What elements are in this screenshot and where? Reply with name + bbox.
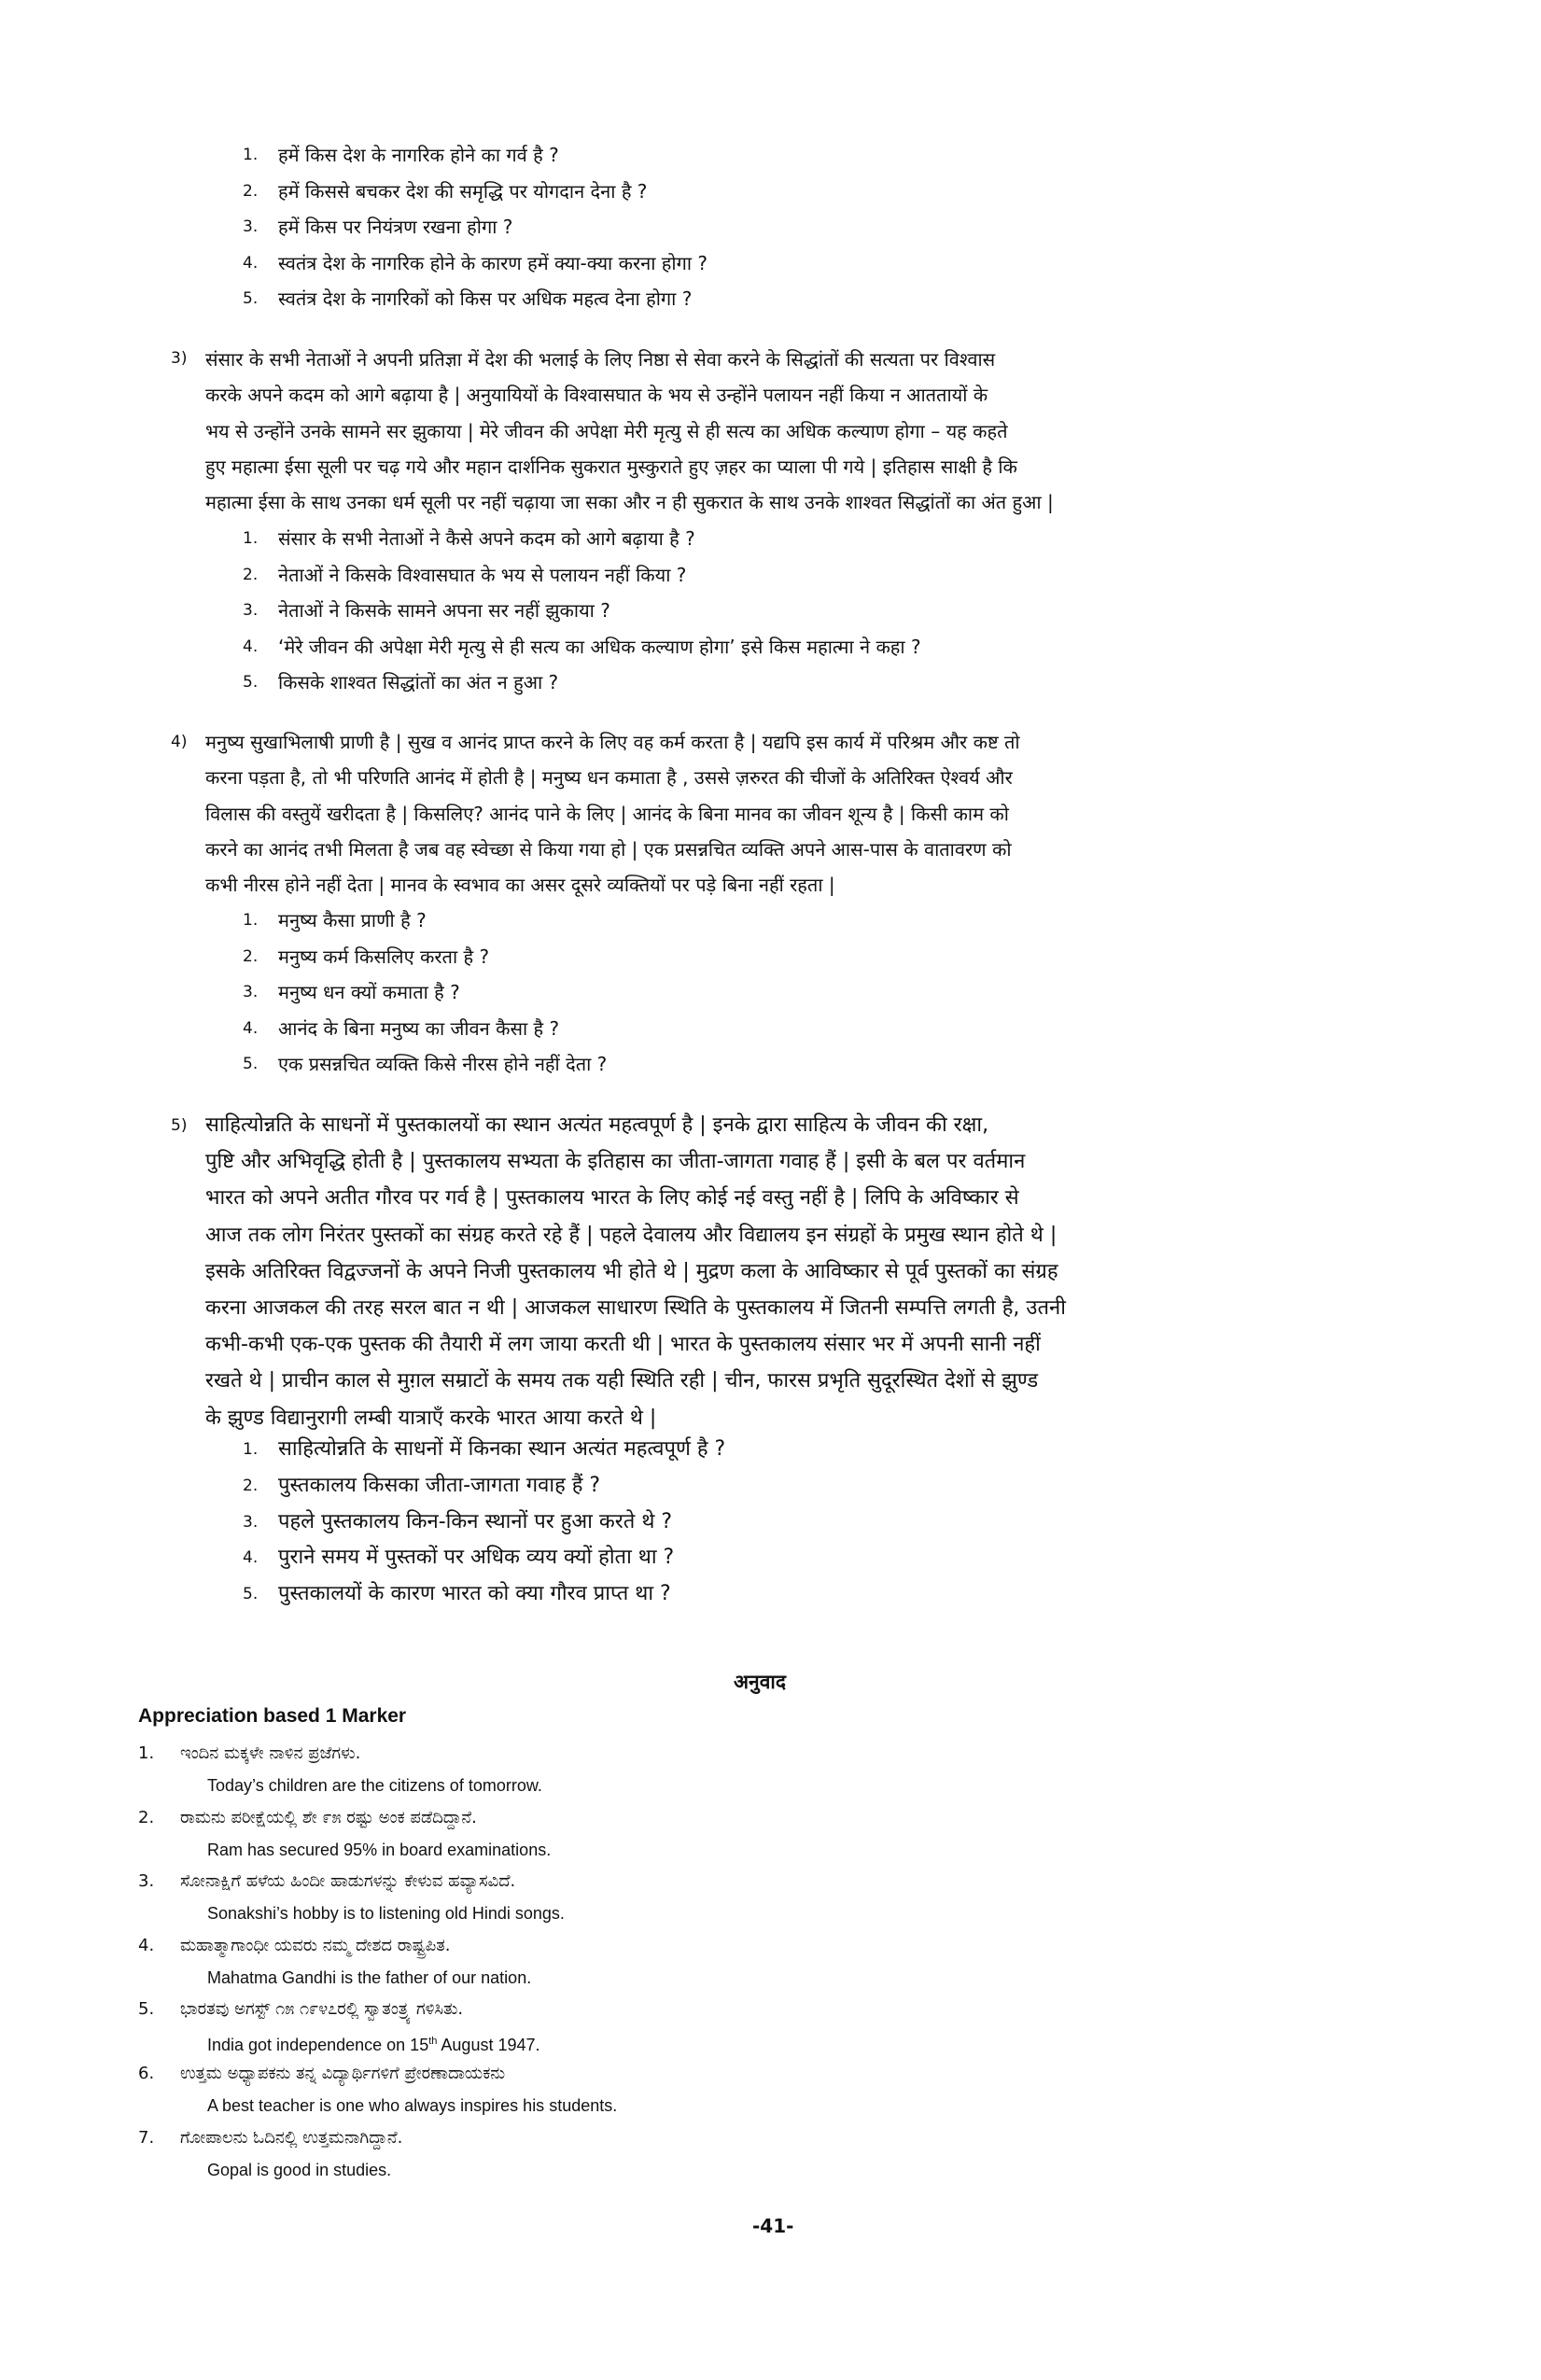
passage-line: कभी नीरस होने नहीं देता | मानव के स्वभाव का असर दूसरे व्यक्तियों पर पड़े बिना नहीं रहता | — [205, 874, 835, 897]
passage-line: विलास की वस्तुयें खरीदता है | किसलिए? आनंद पाने के लिए | आनंद के बिना मानव का जीवन शून्य है | किसी काम को — [205, 802, 1009, 825]
passage-line: इसके अतिरिक्त विद्वज्जनों के अपने निजी पुस्तकालय भी होते थे | मुद्रण कला के आविष्कार से पूर्व पुस्तकों का संग्रह — [205, 1259, 1058, 1283]
page-number: -41- — [752, 2215, 794, 2237]
kannada-sentence: ಇಂದಿನ ಮಕ್ಕಳೇ ನಾಳಿನ ಪ್ರಜೆಗಳು. — [180, 1743, 361, 1763]
passage-line: मनुष्य सुखाभिलाषी प्राणी है | सुख व आनंद प्राप्त करने के लिए वह कर्म करता है | यद्यपि इस कार्य में परिश्रम और कष्ट तो — [205, 731, 1020, 753]
passage-line: संसार के सभी नेताओं ने अपनी प्रतिज्ञा में देश की भलाई के लिए निष्ठा से सेवा करने के सिद्धांतों की सत्यता पर विश्वास — [205, 348, 996, 371]
passage-line: करके अपने कदम को आगे बढ़ाया है | अनुयायियों के विश्वासघात के भय से उन्होंने पलायन नहीं किया न आततायों के — [205, 384, 988, 407]
kannada-sentence: ಭಾರತವು ಅಗಸ್ಟ್ ೧೫ ೧೯೪೭ರಲ್ಲಿ ಸ್ವಾತಂತ್ರ್ಯ ಗಳಿಸಿತು. — [180, 1999, 464, 2020]
kannada-sentence: ರಾಮನು ಪರೀಕ್ಷೆಯಲ್ಲಿ ಶೇ ೯೫ ರಷ್ಟು ಅಂಕ ಪಡೆದಿದ್ದಾನೆ. — [180, 1807, 477, 1827]
kannada-sentence: ಉತ್ತಮ ಅಧ್ಯಾಪಕನು ತನ್ನ ವಿದ್ಯಾರ್ಥಿಗಳಿಗೆ ಪ್ರೇರಣಾದಾಯಕನು — [180, 2063, 506, 2083]
passage-line: रखते थे | प्राचीन काल से मुग़ल सम्राटों के समय तक यही स्थिति रही | चीन, फारस प्रभृति सुदूरस्थित देशों से झुण्ड — [205, 1369, 1039, 1393]
passage-line: करना आजकल की तरह सरल बात न थी | आजकल साधारण स्थिति के पुस्तकालय में जितनी सम्पत्ति लगती है, उतनी — [205, 1295, 1066, 1320]
document-page: 1. हमें किस देश के नागरिक होने का गर्व है ? 2. हमें किससे बचकर देश की समृद्धि पर योगदान देना है ? 3. हमें किस पर नियंत्रण रखना होगा ? 4. स्वतंत्र देश के नागरिक होने के कारण हमें क्या-क्या करना होगा ? 5. स्वतंत्र देश के नागरिकों को किस पर अधिक महत्व देना होगा ? 3) संसार के सभी नेताओं ने अपनी प्रतिज्ञा में देश की भलाई के लिए निष्ठा से सेवा करने के सिद्धांतों की सत्यता पर विश्वास करके अपने कदम को आगे बढ़ाया है | अनुयायियों के विश्वासघात के भय से उन्होंने पलायन नहीं किया न आततायों के भय से उन्होंने उनके सामने सर झुकाया | मेरे जीवन की अपेक्षा मेरी मृत्यु से ही सत्य का अधिक कल्याण होगा – यह कहते हुए महात्मा ईसा सूली पर चढ़ गये और महान दार्शनिक सुकरात मुस्कुराते हुए ज़हर का प्याला पी गये | इतिहास साक्षी है कि महात्मा ईसा के साथ उनका धर्म सूली पर नहीं चढ़ाया जा सका और न ही सुकरात के साथ उनके शाश्वत सिद्धांतों का अंत हुआ | 1. संसार के सभी नेताओं ने कैसे अपने कदम को आगे बढ़ाया है ? 2. नेताओं ने किसके विश्वासघात के भय से पलायन नहीं किया ? 3. नेताओं ने किसके सामने अपना सर नहीं झुकाया ? 4. ‘मेरे जीवन की अपेक्षा मेरी मृत्यु से ही सत्य का अधिक कल्याण होगा’ इसे किस महात्मा ने कहा ? 5. किसके शाश्वत सिद्धांतों का अंत न हुआ ? 4) मनुष्य सुखाभिलाषी प्राणी है | सुख व आनंद प्राप्त करने के लिए वह कर्म करता है | यद्यपि इस कार्य में परिश्रम और कष्ट तो करना पड़ता है, तो भी परिणति आनंद में होती है | मनुष्य धन कमाता है , उससे ज़रुरत की चीजों के अतिरिक्त ऐश्वर्य और विलास की वस्तुयें खरीदता है | किसलिए? आनंद पाने के लिए | आनंद के बिना मानव का जीवन शून्य है | किसी काम को करने का आनंद तभी मिलता है जब वह स्वेच्छा से किया गया हो | एक प्रसन्नचित व्यक्ति अपने आस-पास के वातावरण को कभी नीरस होने नहीं देता | मानव के स्वभाव का असर दूसरे व्यक्तियों पर पड़े बिना नहीं रहता | 1. मनुष्य कैसा प्राणी है ? 2. मनुष्य कर्म किसलिए करता है ? 3. मनुष्य धन क्यों कमाता है ? 4. आनंद के बिना मनुष्य का जीवन कैसा है ? 5. एक प्रसन्नचित व्यक्ति किसे नीरस होने नहीं देता ? 5) साहित्योन्नति के साधनों में पुस्तकालयों का स्थान अत्यंत महत्वपूर्ण है | इनके द्वारा साहित्य के जीवन की रक्षा, पुष्टि और अभिवृद्धि होती है | पुस्तकालय सभ्यता के इतिहास का जीता-जागता गवाह हैं | इसी के बल पर वर्तमान भारत को अपने अतीत गौरव पर गर्व है | पुस्तकालय भारत के लिए कोई नई वस्तु नहीं है | लिपि के अविष्कार से आज तक लोग निरंतर पुस्तकों का संग्रह करते रहे हैं | पहले देवालय और विद्यालय इन संग्रहों के प्रमुख स्थान होते थे | इसके अतिरिक्त विद्वज्जनों के अपने निजी पुस्तकालय भी होते थे | मुद्रण कला के आविष्कार से पूर्व पुस्तकों का संग्रह करना आजकल की तरह सरल बात न थी | आजकल साधारण स्थिति के पुस्तकालय में जितनी सम्पत्ति लगती है, उतनी कभी-कभी एक-एक पुस्तक की तैयारी में लग जाया करती थी | भारत के पुस्तकालय संसार भर में अपनी सानी नहीं रखते थे | प्राचीन काल से मुग़ल सम्राटों के समय तक यही स्थिति रही | चीन, फारस प्रभृति सुदूरस्थित देशों से झुण्ड के झुण्ड विद्यानुरागी लम्बी यात्राएँ करके भारत आया करते थे | 1. साहित्योन्नति के साधनों में किनका स्थान अत्यंत महत्वपूर्ण है ? 2. पुस्तकालय किसका जीता-जागता गवाह हैं ? 3. पहले पुस्तकालय किन-किन स्थानों पर हुआ करते थे ? 4. पुराने समय में पुस्तकों पर अधिक व्यय क्यों होता था ? 5. पुस्तकालयों के कारण भारत को क्या गौरव प्राप्त था ? अनुवाद Appreciation based 1 Marker 1. ಇಂದಿನ ಮಕ್ಕಳೇ ನಾಳಿನ ಪ್ರಜೆಗಳು. Today’s children are the citizens of tomorrow. 2. ರಾಮನು ಪರೀಕ್ಷೆಯಲ್ಲಿ ಶೇ ೯೫ ರಷ್ಟು ಅಂಕ ಪಡೆದಿದ್ದಾನೆ. Ram has secured 95% in board examinations. 3. ಸೋನಾಕ್ಷಿಗೆ ಹಳೆಯ ಹಿಂದೀ ಹಾಡುಗಳನ್ನು ಕೇಳುವ ಹವ್ಯಾಸವಿದೆ. Sonakshi’s hobby is to listening old Hindi songs. 4. ಮಹಾತ್ಮಾಗಾಂಧೀ ಯವರು ನಮ್ಮ ದೇಶದ ರಾಷ್ಟ್ರಪಿತ. Mahatma Gandhi is the father of our nation. 5. ಭಾರತವು ಅಗಸ್ಟ್ ೧೫ ೧೯೪೭ರಲ್ಲಿ ಸ್ವಾತಂತ್ರ್ಯ ಗಳಿಸಿತು. India got independence on 15th August 1947. 6. ಉತ್ತಮ ಅಧ್ಯಾಪಕನು ತನ್ನ ವಿದ್ಯಾರ್ಥಿಗಳಿಗೆ ಪ್ರೇರಣಾದಾಯಕನು A best teacher is one who always inspires his students. 7. ಗೋಪಾಲನು ಓದಿನಲ್ಲಿ ಉತ್ತಮನಾಗಿದ್ದಾನೆ. Gopal is good in studies. -41- — [0, 0, 1541, 2380]
english-sentence: Ram has secured 95% in board examinations. — [207, 1840, 552, 1859]
english-sentence: Mahatma Gandhi is the father of our nation. — [207, 1967, 532, 1987]
passage-line: कभी-कभी एक-एक पुस्तक की तैयारी में लग जाया करती थी | भारत के पुस्तकालय संसार भर में अपनी सानी नहीं — [205, 1333, 1041, 1357]
english-sentence: A best teacher is one who always inspires his students. — [207, 2095, 618, 2115]
passage-line: पुष्टि और अभिवृद्धि होती है | पुस्तकालय सभ्यता के इतिहास का जीता-जागता गवाह हैं | इसी के बल पर वर्तमान — [205, 1150, 1026, 1174]
passage3-number: 3) — [171, 349, 188, 368]
kannada-sentence: ಮಹಾತ್ಮಾಗಾಂಧೀ ಯವರು ನಮ್ಮ ದೇಶದ ರಾಷ್ಟ್ರಪಿತ. — [180, 1935, 451, 1955]
passage-line: महात्मा ईसा के साथ उनका धर्म सूली पर नहीं चढ़ाया जा सका और न ही सुकरात के साथ उनके शाश्वत सिद्धांतों का अंत हुआ | — [205, 491, 1054, 514]
passage3-text — [205, 342, 1251, 520]
kannada-sentence: ಸೋನಾಕ್ಷಿಗೆ ಹಳೆಯ ಹಿಂದೀ ಹಾಡುಗಳನ್ನು ಕೇಳುವ ಹವ್ಯಾಸವಿದೆ. — [180, 1871, 516, 1892]
passage5-text — [205, 1107, 1251, 1436]
passage-line: हुए महात्मा ईसा सूली पर चढ़ गये और महान दार्शनिक सुकरात मुस्कुराते हुए ज़हर का प्याला पी गये | इतिहास साक्षी है कि — [205, 455, 1017, 478]
passage4-text — [205, 724, 1251, 903]
passage-line: साहित्योन्नति के साधनों में पुस्तकालयों का स्थान अत्यंत महत्वपूर्ण है | इनके द्वारा साहित्य के जीवन की रक्षा, — [205, 1113, 989, 1137]
passage-line: करने का आनंद तभी मिलता है जब वह स्वेच्छा से किया गया हो | एक प्रसन्नचित व्यक्ति अपने आस-पास के वातावरण को — [205, 837, 1012, 861]
translation-heading: अनुवाद — [734, 1671, 786, 1693]
passage5-number: 5) — [171, 1116, 188, 1135]
passage-line: भय से उन्होंने उनके सामने सर झुकाया | मेरे जीवन की अपेक्षा मेरी मृत्यु से ही सत्य का अधिक कल्याण होगा – यह कहते — [205, 419, 1008, 442]
english-sentence: India got independence on 15th August 1947. — [207, 2036, 540, 2055]
passage-line: भारत को अपने अतीत गौरव पर गर्व है | पुस्तकालय भारत के लिए कोई नई वस्तु नहीं है | लिपि के अविष्कार से — [205, 1186, 1019, 1211]
kannada-sentence: ಗೋಪಾಲನು ಓದಿನಲ್ಲಿ ಉತ್ತಮನಾಗಿದ್ದಾನೆ. — [180, 2127, 403, 2148]
translation-subheading: Appreciation based 1 Marker — [138, 1705, 407, 1727]
english-sentence: Gopal is good in studies. — [207, 2160, 392, 2179]
passage-line: के झुण्ड विद्यानुरागी लम्बी यात्राएँ करके भारत आया करते थे | — [205, 1406, 657, 1430]
passage4-number: 4) — [171, 733, 188, 751]
english-sentence: Today’s children are the citizens of tomorrow. — [207, 1776, 542, 1795]
passage-line: आज तक लोग निरंतर पुस्तकों का संग्रह करते रहे हैं | पहले देवालय और विद्यालय इन संग्रहों के प्रमुख स्थान होते थे | — [205, 1223, 1058, 1247]
passage-line: करना पड़ता है, तो भी परिणति आनंद में होती है | मनुष्य धन कमाता है , उससे ज़रुरत की चीजों के अतिरिक्त ऐश्वर्य और — [205, 766, 1013, 790]
english-sentence: Sonakshi’s hobby is to listening old Hindi songs. — [207, 1904, 565, 1924]
